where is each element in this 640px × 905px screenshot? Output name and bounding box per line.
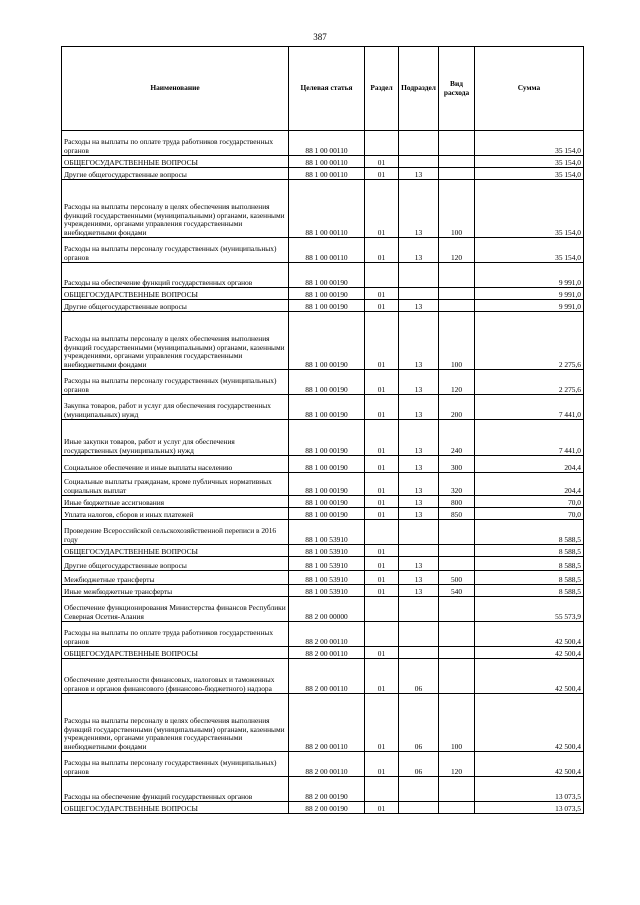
cell-section: 01 [365,288,399,300]
cell-target: 88 1 00 00190 [289,496,365,508]
table-row [62,370,584,395]
cell-subsection: 13 [399,238,439,263]
table-body [62,131,584,814]
cell-amount: 9 991,0 [475,288,584,300]
cell-subsection [399,597,439,622]
cell-amount: 2 275,6 [475,312,584,370]
cell-name: Иные межбюджетные трансферты [62,585,289,597]
cell-section: 01 [365,571,399,585]
cell-name: Расходы на выплаты персоналу в целях обеспечения выполнения функций государственными (муниципальными) органами, казенными учреждениями, органами управления государственными внебюджетными фондами [62,180,289,238]
table-row [62,131,584,156]
cell-subsection: 13 [399,496,439,508]
table-row [62,622,584,647]
cell-type: 800 [439,496,475,508]
cell-name: Расходы на обеспечение функций государственных органов [62,777,289,802]
cell-section: 01 [365,557,399,571]
cell-type [439,131,475,156]
page-number: 387 [313,32,327,42]
table-row [62,520,584,545]
cell-name: Другие общегосударственные вопросы [62,168,289,180]
cell-subsection: 13 [399,300,439,312]
cell-target: 88 1 00 00190 [289,473,365,496]
budget-table [61,46,584,814]
cell-name: Расходы на выплаты персоналу в целях обеспечения выполнения функций государственными (муниципальными) органами, казенными учреждениями, органами управления государственными внебюджетными фондами [62,312,289,370]
table-row [62,508,584,520]
cell-type: 320 [439,473,475,496]
cell-target: 88 1 00 00190 [289,370,365,395]
cell-target: 88 2 00 00110 [289,647,365,659]
cell-target: 88 2 00 00190 [289,802,365,814]
cell-section: 01 [365,456,399,473]
cell-section: 01 [365,180,399,238]
cell-name: ОБЩЕГОСУДАРСТВЕННЫЕ ВОПРОСЫ [62,156,289,168]
cell-target: 88 1 00 00110 [289,131,365,156]
cell-target: 88 1 00 53910 [289,545,365,557]
cell-subsection [399,288,439,300]
cell-section [365,520,399,545]
table-row [62,168,584,180]
header-target: Целевая статья [289,47,365,131]
table-row [62,647,584,659]
table-row [62,585,584,597]
cell-amount: 7 441,0 [475,395,584,420]
cell-subsection: 13 [399,312,439,370]
cell-amount: 13 073,5 [475,777,584,802]
cell-subsection: 13 [399,180,439,238]
cell-subsection: 06 [399,752,439,777]
cell-amount: 35 154,0 [475,180,584,238]
cell-name: Расходы на выплаты персоналу государственных (муниципальных) органов [62,238,289,263]
cell-name: Проведение Всероссийской сельскохозяйственной переписи в 2016 году [62,520,289,545]
cell-subsection [399,545,439,557]
cell-amount: 9 991,0 [475,263,584,288]
cell-subsection: 13 [399,571,439,585]
cell-target: 88 1 00 53910 [289,520,365,545]
cell-amount: 8 588,5 [475,520,584,545]
cell-type [439,545,475,557]
cell-name: ОБЩЕГОСУДАРСТВЕННЫЕ ВОПРОСЫ [62,802,289,814]
cell-target: 88 1 00 00190 [289,312,365,370]
header-section: Раздел [365,47,399,131]
table-row [62,694,584,752]
cell-name: Социальное обеспечение и иные выплаты населению [62,456,289,473]
cell-subsection: 13 [399,508,439,520]
cell-section: 01 [365,168,399,180]
cell-subsection [399,263,439,288]
header-amount: Сумма [475,47,584,131]
cell-name: Расходы на выплаты персоналу в целях обеспечения выполнения функций государственными (муниципальными) органами, казенными учреждениями, органами управления государственными внебюджетными фондами [62,694,289,752]
cell-subsection [399,802,439,814]
table-row [62,802,584,814]
cell-amount: 204,4 [475,456,584,473]
cell-section: 01 [365,496,399,508]
cell-name: Уплата налогов, сборов и иных платежей [62,508,289,520]
cell-amount: 8 588,5 [475,545,584,557]
cell-type [439,622,475,647]
cell-name: ОБЩЕГОСУДАРСТВЕННЫЕ ВОПРОСЫ [62,288,289,300]
cell-target: 88 1 00 53910 [289,571,365,585]
cell-name: Закупка товаров, работ и услуг для обеспечения государственных (муниципальных) нужд [62,395,289,420]
cell-target: 88 2 00 00110 [289,752,365,777]
cell-name: Иные бюджетные ассигнования [62,496,289,508]
cell-subsection: 13 [399,585,439,597]
cell-type [439,647,475,659]
cell-amount: 70,0 [475,496,584,508]
cell-name: Расходы на выплаты по оплате труда работников государственных органов [62,622,289,647]
cell-target: 88 1 00 00110 [289,180,365,238]
table-row [62,456,584,473]
cell-section: 01 [365,659,399,694]
table-row [62,288,584,300]
cell-name: Расходы на выплаты по оплате труда работников государственных органов [62,131,289,156]
cell-name: Расходы на выплаты персоналу государственных (муниципальных) органов [62,370,289,395]
cell-section: 01 [365,508,399,520]
cell-target: 88 2 00 00110 [289,622,365,647]
cell-target: 88 2 00 00110 [289,659,365,694]
cell-target: 88 1 00 00110 [289,168,365,180]
header-name: Наименование [62,47,289,131]
cell-amount: 35 154,0 [475,131,584,156]
cell-target: 88 1 00 00190 [289,420,365,456]
cell-subsection: 13 [399,370,439,395]
table-row [62,300,584,312]
cell-subsection [399,156,439,168]
cell-amount: 35 154,0 [475,238,584,263]
cell-target: 88 1 00 00190 [289,300,365,312]
cell-amount: 70,0 [475,508,584,520]
cell-type: 240 [439,420,475,456]
cell-section: 01 [365,370,399,395]
cell-type [439,597,475,622]
cell-name: Обеспечение функционирования Министерства финансов Республики Северная Осетия-Алания [62,597,289,622]
cell-section: 01 [365,694,399,752]
cell-subsection: 13 [399,168,439,180]
cell-subsection [399,520,439,545]
cell-name: Другие общегосударственные вопросы [62,300,289,312]
cell-amount: 55 573,9 [475,597,584,622]
cell-name: ОБЩЕГОСУДАРСТВЕННЫЕ ВОПРОСЫ [62,647,289,659]
cell-type: 100 [439,312,475,370]
table-row [62,777,584,802]
cell-amount: 42 500,4 [475,647,584,659]
cell-type [439,288,475,300]
cell-type [439,777,475,802]
cell-amount: 35 154,0 [475,156,584,168]
cell-target: 88 1 00 53910 [289,557,365,571]
cell-type [439,520,475,545]
cell-amount: 8 588,5 [475,557,584,571]
cell-type: 100 [439,180,475,238]
cell-target: 88 1 00 00190 [289,508,365,520]
cell-target: 88 1 00 00190 [289,263,365,288]
cell-name: Иные закупки товаров, работ и услуг для обеспечения государственных (муниципальных) нужд [62,420,289,456]
cell-target: 88 1 00 00110 [289,156,365,168]
cell-subsection [399,777,439,802]
table-row [62,597,584,622]
cell-subsection: 13 [399,395,439,420]
cell-amount: 8 588,5 [475,571,584,585]
cell-section [365,597,399,622]
cell-section: 01 [365,752,399,777]
cell-type [439,802,475,814]
cell-type [439,300,475,312]
cell-name: Обеспечение деятельности финансовых, налоговых и таможенных органов и органов финансового (финансово-бюджетного) надзора [62,659,289,694]
cell-target: 88 1 00 53910 [289,585,365,597]
cell-subsection: 13 [399,557,439,571]
table-row [62,557,584,571]
cell-type [439,557,475,571]
cell-amount: 8 588,5 [475,585,584,597]
table-row [62,156,584,168]
cell-target: 88 1 00 00190 [289,456,365,473]
cell-section: 01 [365,300,399,312]
cell-subsection [399,647,439,659]
cell-section [365,263,399,288]
cell-target: 88 2 00 00000 [289,597,365,622]
cell-type: 120 [439,752,475,777]
cell-subsection: 13 [399,420,439,456]
cell-subsection: 13 [399,473,439,496]
cell-name: Социальные выплаты гражданам, кроме публичных нормативных социальных выплат [62,473,289,496]
table-row [62,496,584,508]
cell-target: 88 1 00 00190 [289,288,365,300]
cell-section: 01 [365,585,399,597]
cell-subsection: 06 [399,694,439,752]
cell-name: Расходы на обеспечение функций государственных органов [62,263,289,288]
cell-amount: 13 073,5 [475,802,584,814]
cell-section [365,777,399,802]
cell-target: 88 1 00 00110 [289,238,365,263]
cell-type: 120 [439,238,475,263]
cell-amount: 7 441,0 [475,420,584,456]
cell-section: 01 [365,473,399,496]
cell-amount: 35 154,0 [475,168,584,180]
header-type: Вид расхода [439,47,475,131]
cell-section: 01 [365,802,399,814]
cell-amount: 42 500,4 [475,659,584,694]
cell-type: 200 [439,395,475,420]
cell-section: 01 [365,238,399,263]
cell-section: 01 [365,395,399,420]
cell-type: 300 [439,456,475,473]
cell-target: 88 2 00 00190 [289,777,365,802]
cell-type: 850 [439,508,475,520]
cell-name: Другие общегосударственные вопросы [62,557,289,571]
cell-type [439,263,475,288]
cell-target: 88 2 00 00110 [289,694,365,752]
table-row [62,659,584,694]
cell-name: Расходы на выплаты персоналу государственных (муниципальных) органов [62,752,289,777]
table-row [62,420,584,456]
cell-amount: 42 500,4 [475,694,584,752]
table-row [62,571,584,585]
table-row [62,473,584,496]
cell-subsection: 13 [399,456,439,473]
cell-section [365,131,399,156]
cell-subsection: 06 [399,659,439,694]
cell-name: ОБЩЕГОСУДАРСТВЕННЫЕ ВОПРОСЫ [62,545,289,557]
cell-subsection [399,622,439,647]
cell-type: 120 [439,370,475,395]
cell-amount: 204,4 [475,473,584,496]
cell-amount: 2 275,6 [475,370,584,395]
cell-section: 01 [365,647,399,659]
cell-section [365,622,399,647]
cell-section: 01 [365,420,399,456]
table-header-row [62,47,584,131]
cell-subsection [399,131,439,156]
cell-section: 01 [365,545,399,557]
table-row [62,545,584,557]
table-row [62,180,584,238]
table-row [62,312,584,370]
table-row [62,238,584,263]
cell-amount: 42 500,4 [475,752,584,777]
header-subsection: Подраздел [399,47,439,131]
cell-type [439,659,475,694]
cell-type: 500 [439,571,475,585]
cell-name: Межбюджетные трансферты [62,571,289,585]
cell-target: 88 1 00 00190 [289,395,365,420]
cell-amount: 9 991,0 [475,300,584,312]
table-row [62,752,584,777]
table-row [62,395,584,420]
cell-type: 540 [439,585,475,597]
cell-type [439,168,475,180]
cell-type: 100 [439,694,475,752]
cell-amount: 42 500,4 [475,622,584,647]
cell-type [439,156,475,168]
table-row [62,263,584,288]
cell-section: 01 [365,312,399,370]
cell-section: 01 [365,156,399,168]
